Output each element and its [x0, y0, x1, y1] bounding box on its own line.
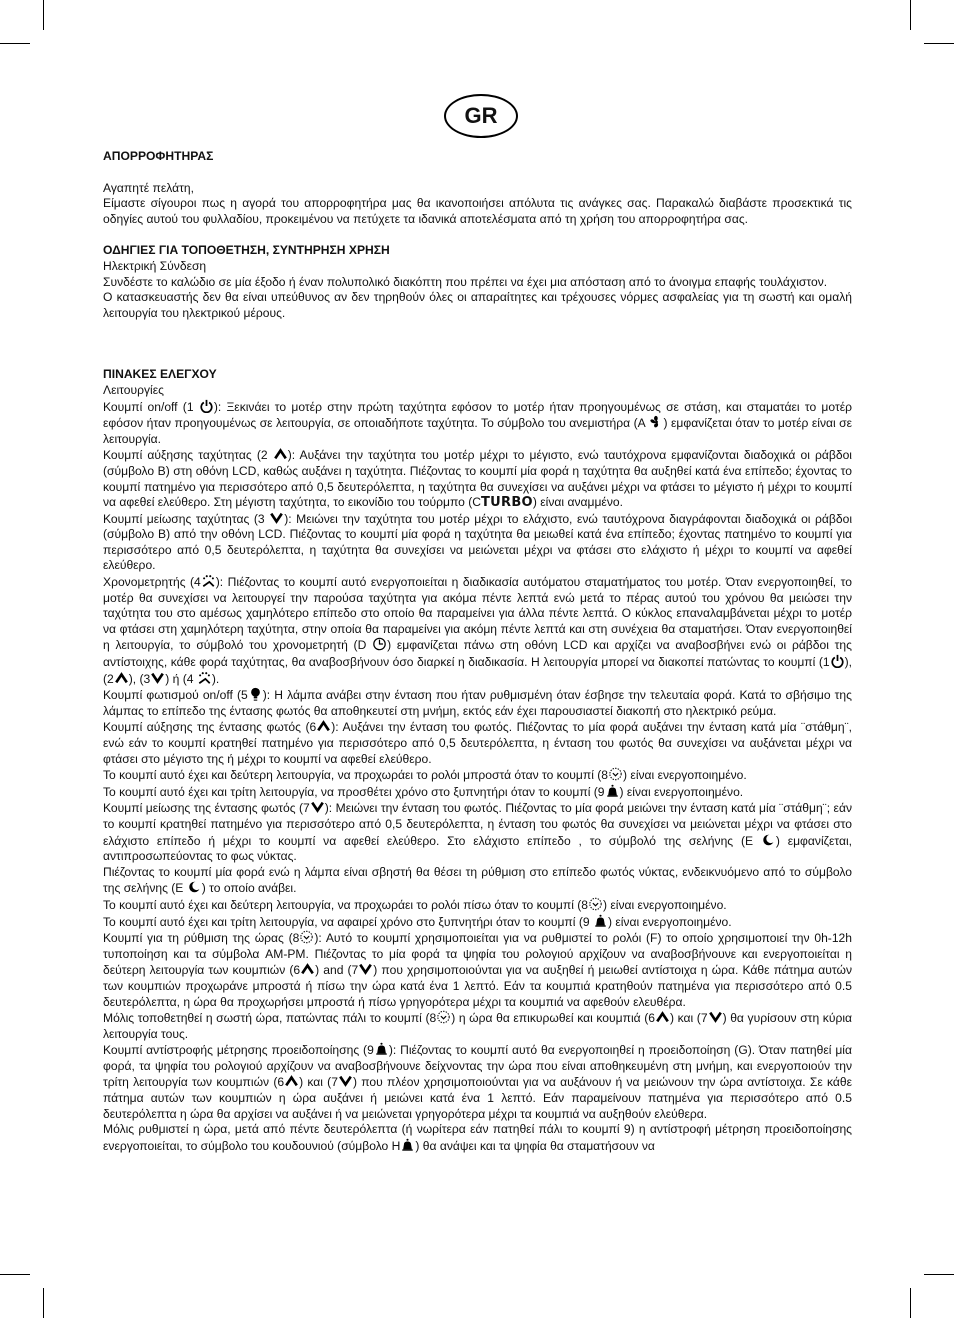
- electrical-subheading: Ηλεκτρική Σύνδεση: [103, 258, 207, 273]
- timer-icon: [201, 574, 216, 588]
- bell-icon: [605, 784, 620, 798]
- speed-up-paragraph: Κουμπί αύξησης ταχύτητας (2 ): Αυξάνει την ταχύτητα του μοτέρ μέχρι το μέγιστο, ενώ ταυτόχρονα εμφανίζονται διαδοχικά οι ράβδοι (σύμβολο B) στη οθόνη LCD, καθώς αυξάνει η ταχύτητα. Πιέζοντας το κουμπί μία φορά η ταχύτητα θα αυξηθεί κατά ένα επίπεδο; έχοντας το κουμπί πατημένο για περισσότερο από 0,5 δευτερόλεπτα, η ταχύτητα θα συνεχίσει να αυξάνει μέχρι να φτάσει το μέγιστο ή μέχρι το κουμπί να αφεθεί ελεύθερο. Στη μέγιστη ταχύτητα, το εικονίδιο του τούρμπο (CTURBO) είναι αναμμένο.: [103, 448, 852, 511]
- spacer: [103, 321, 852, 367]
- power-icon: [199, 399, 214, 413]
- crop-mark: [0, 1274, 30, 1275]
- chevron-up-icon: [284, 1074, 299, 1088]
- light-down-second-function: Το κουμπί αυτό έχει και δεύτερη λειτουργία, να προχωράει το ρολόι πίσω όταν το κουμπί (8 ) είναι ενεργοποιημένο.: [103, 897, 727, 912]
- chevron-down-icon: [150, 671, 165, 685]
- night-light-paragraph: Πιέζοντας το κουμπί μία φορά ενώ η λάμπα είναι σβηστή θα θέσει τη ρύθμιση στο επίπεδο φωτός νύκτας, ενδεικνυόμενο από το σύμβολο της σελήνης (E ) το οποίο ανάβει.: [103, 864, 852, 896]
- language-badge: GR: [444, 94, 518, 138]
- crop-mark: [924, 1274, 954, 1275]
- light-down-third-function: Το κουμπί αυτό έχει και τρίτη λειτουργία, να αφαιρεί χρόνο στο ξυπνητήρι όταν το κουμπί (9 ) είναι ενεργοποιημένο.: [103, 914, 732, 929]
- bell-icon: [400, 1138, 415, 1152]
- light-onoff-paragraph: Κουμπί φωτισμού on/off (5 ): Η λάμπα ανάβει στην ένταση που ήταν ρυθμισμένη όταν έσβησε την τελευταία φορά. Κατά το σβήσιμο της λάμπας το επίπεδο της έντασης φωτός θα αποθηκευτεί στη μνήμη, εκτός εάν έχει παρουσιαστεί διακοπή στο ηλεκτρικό ρεύμα.: [103, 688, 852, 718]
- spacer: [103, 227, 852, 243]
- crop-mark: [924, 43, 954, 44]
- functions-subheading: Λειτουργίες: [103, 382, 164, 397]
- chevron-up-icon: [300, 962, 315, 976]
- chevron-down-icon: [358, 962, 373, 976]
- chevron-up-icon: [316, 719, 331, 733]
- light-down-paragraph: Κουμπί μείωσης της έντασης φωτός (7 ): Μειώνει την ένταση του φωτός. Πιέζοντας το μία φορά μειώνει την ένταση κατά μία ¨στάθμη¨; εάν το κουμπί κρατηθεί πατημένο για περισσότερο από 0,5 δευτερόλεπτα, η ένταση του φωτός θα συνεχίσει να μειώνεται μέχρι να φτάσει στο ελάχιστο επίπεδο ή μέχρι το κουμπί να αφεθεί ελεύθερο. Στο ελάχιστο επίπεδο , το σύμβολό της σελήνης (E ) εμφανίζεται, αντιπροσωπεύοντας το φως νύκτας.: [103, 801, 852, 864]
- clock-set-icon: [299, 930, 314, 944]
- chevron-up-icon: [273, 447, 288, 461]
- light-up-second-function: Το κουμπί αυτό έχει και δεύτερη λειτουργία, να προχωράει το ρολόι μπροστά όταν το κουμπί (8 ) είναι ενεργοποιημένο.: [103, 768, 747, 783]
- clock-set-icon: [436, 1010, 451, 1024]
- timer-paragraph: Χρονομετρητής (4 ): Πιέζοντας το κουμπί αυτό ενεργοποιείται η διαδικασία αυτόματου σταματήματος του μοτέρ. Όταν ενεργοποιηθεί, το μοτέρ θα συνεχίσει να λειτουργεί την παρούσα ταχύτητα για ακόμα πέντε λεπτά ενώ μετά το πέρας αυτού του χρόνου θα μειώσει την ταχύτητα του στο αμέσως χαμηλότερο επίπεδο στο οποίο θα παραμείνει για άλλα πέντε λεπτά. Ο κύκλος επαναλαμβάνεται μέχρι το μοτέρ να φτάσει στη χαμηλότερη ταχύτητα, στην οποία θα παραμείνει για ακόμη πέντε λεπτά και στη συνέχεια θα σταματήσει. Όταν ενεργοποιηθεί η λειτουργία, το σύμβολό του χρονομετρητή (D ) εμφανίζεται πάνω στη οθόνη LCD και αρχίζει να αναβοσβήνει ενώ οι ράβδοι της αντίστοιχης, κάθε φορά ταχύτητας, θα αναβοσβήνουν όσο διαρκεί η διαδικασία. Η λειτουργία μπορεί να διακοπεί πατώντας το κουμπί (1 ), (2 ), (3 ) ή (4 ).: [103, 575, 852, 686]
- installation-heading: ΟΔΗΓΙΕΣ ΓΙΑ ΤΟΠΟΘΕΤΗΣΗ, ΣΥΝΤΗΡΗΣΗ ΧΡΗΣΗ: [103, 243, 390, 258]
- bell-icon: [593, 914, 608, 928]
- chevron-up-icon: [655, 1010, 670, 1024]
- turbo-icon: TURBO: [481, 495, 533, 511]
- spacer: [103, 165, 852, 181]
- chevron-down-icon: [269, 511, 284, 525]
- moon-icon: [761, 833, 776, 847]
- electrical-paragraph-1: Συνδέστε το καλώδιο σε μία έξοδο ή έναν πολυπολικό διακόπτη που πρέπει να έχει μια απόσταση από το άνοιγμα επαφής τουλάχιστον.: [103, 274, 828, 289]
- title-heading: ΑΠΟΡΡΟΦΗΤΗΡΑΣ: [103, 149, 214, 163]
- clock-set-paragraph: Κουμπί για τη ρύθμιση της ώρας (8 ): Αυτό το κουμπί χρησιμοποιείται για να ρυθμιστεί το ρολόι (F) το οποίο χρησιμοποιεί την 0h-12h τυποποίηση και τα σύμβολα AM-PM. Πιέζοντας το μία φορά τα ψηφία του ρολογιού αρχίζουν να αναβοσβήνουνε και ενεργοποιείται η δεύτερη λειτουργία των κουμπιών (6 ) and (7 ) που χρησιμοποιούνται για να αυξηθεί ή μειωθεί αντίστοιχα η ώρα. Κάθε πάτημα αυτών των κουμπιών προχωράνε μπροστά ή πίσω την ώρα κατά ένα 1 λεπτό. Εάν τα κουμπιά κρατηθούν πατημένα για περισσότερο από 0.5 δευτερόλεπτα, η ώρα θα προχωρήσει μπροστά ή πίσω γρηγορότερα μέχρι τα κουμπιά να αφεθούν ελευθέρα.: [103, 931, 853, 1009]
- light-bulb-icon: [248, 687, 263, 701]
- light-up-paragraph: Κουμπί αύξησης της έντασης φωτός (6 ): Αυξάνει την ένταση του φωτός. Πιέζοντας το μία φορά αυξάνει την ένταση κατά μία ¨στάθμη¨, ενώ εάν το κουμπί κρατηθεί πατημένο για περισσότερο από 0,5 δευτερόλεπτα, η ένταση του φωτός θα συνεχίσει να αυξάνεται μέχρι να φτάσει στο μέγιστο της ή μέχρι το κουμπί να αφεθεί ελεύθερο.: [103, 720, 852, 766]
- onoff-paragraph: Κουμπί on/off (1 ): Ξεκινάει το μοτέρ στην πρώτη ταχύτητα εφόσον το μοτέρ ήταν προηγουμένως σε στάση, και σταματάει το μοτέρ εφόσον ήταν προηγουμένως σε λειτουργία, σε οποιαδήποτε ταχύτητα. Το σύμβολο του ανεμιστήρα (A ) εμφανίζεται όταν το μοτέρ είναι σε λειτουργία.: [103, 399, 853, 446]
- chevron-up-icon: [114, 671, 129, 685]
- crop-mark: [910, 1288, 911, 1318]
- electrical-paragraph-2: Ο κατασκευαστής δεν θα είναι υπεύθυνος αν δεν τηρηθούν όλες οι απαραίτητες και τρέχουσες νόρμες ασφαλείας για τη σωστή και ομαλή λειτουργία του ηλεκτρικού μέρους.: [103, 290, 852, 320]
- chevron-down-icon: [310, 800, 325, 814]
- intro-paragraph: Είμαστε σίγουροι πως η αγορά του απορροφητήρα μας θα ικανοποιήσει απόλυτα τις ανάγκες σας. Παρακαλώ διαβάστε προσεκτικά τις οδηγίες αυτού του φυλλαδίου, προκειμένου να πετύχετε τα ιδανικά αποτελέσματα από τη χρήση του απορροφητήρα σας.: [103, 196, 852, 226]
- greeting: Αγαπητέ πελάτη,: [103, 180, 194, 195]
- power-icon: [830, 654, 845, 668]
- speed-down-paragraph: Κουμπί μείωσης ταχύτητας (3 ): Μειώνει την ταχύτητα του μοτέρ μέχρι το ελάχιστο, ενώ ταυτόχρονα διαγράφονται διαδοχικά οι ράβδοι (σύμβολο B) από την οθόνη LCD. Πιέζοντας το κουμπί μία φορά η ταχύτητα θα μειωθεί κατά ένα επίπεδο; έχοντας πατημένο το κουμπί για περισσότερο από 0,5 δευτερόλεπτα, η ταχύτητα θα συνεχίσει να μειώνεται μέχρι να φτάσει στο ελάχιστο ή μέχρι το κουμπί να αφεθεί ελεύθερο.: [103, 511, 853, 573]
- fan-icon: [649, 415, 664, 429]
- control-panel-heading: ΠΙΝΑΚΕΣ ΕΛΕΓΧΟΥ: [103, 367, 217, 382]
- crop-mark: [43, 0, 44, 30]
- timer-icon: [197, 671, 212, 685]
- clock-set-icon: [608, 767, 623, 781]
- light-up-third-function: Το κουμπί αυτό έχει και τρίτη λειτουργία, να προσθέτει χρόνο στο ξυπνητήρι όταν το κουμπί (9 ) είναι ενεργοποιημένο.: [103, 784, 744, 799]
- chevron-down-icon: [708, 1010, 723, 1024]
- clock-confirm-paragraph: Μόλις τοποθετηθεί η σωστή ώρα, πατώντας πάλι το κουμπί (8 ) η ώρα θα επικυρωθεί και κουμπιά (6 ) και (7 ) θα γυρίσουν στη κύρια λειτουργία τους.: [103, 1011, 852, 1041]
- crop-mark: [910, 0, 911, 30]
- crop-mark: [43, 1288, 44, 1318]
- document-body: [103, 149, 852, 1154]
- clock-icon: [372, 637, 387, 651]
- clock-set-icon: [588, 897, 603, 911]
- alarm-countdown-paragraph: Κουμπί αντίστροφής μέτρησης προειδοποίησης (9 ): Πιέζοντας το κουμπί αυτό θα ενεργοποιηθεί η προειδοποίηση (G). Όταν πατηθεί μία φορά, τα ψηφία του ρολογιού αρχίζουν να αναβοσβήνουνε δείχνοντας την ώρα που είναι αποθηκευμένη στη μνήμη, και ενεργοποιούν την τρίτη λειτουργία των κουμπιών (6 ) και (7 ) που πλέον χρησιμοποιούνται για να αυξάνουν ή να μειώνουν την ώρα αντίστοιχα. Σε κάθε πάτημα αυτών των κουμπιών η ώρα αυξάνει ή μειώνει κατά ένα 1 λεπτό. Εάν παραμείνουν πατημένα για περισσότερο από 0.5 δευτερόλεπτα η ώρα θα αρχίσει να αυξάνει ή να μειώνεται γρηγορότερα μέχρι τα κουμπιά να αυξηθούν ελεύθερα.: [103, 1043, 852, 1121]
- chevron-down-icon: [338, 1074, 353, 1088]
- crop-mark: [0, 43, 30, 44]
- alarm-activation-paragraph: Μόλις ρυθμιστεί η ώρα, μετά από πέντε δευτερόλεπτα (ή νωρίτερα εάν πατηθεί πάλι το κουμπί 9) η αντίστροφή μέτρηση προειδοποίησης ενεργοποιείται, το σύμβολο του κουδουνιού (σύμβολο H ) θα ανάψει και τα ψηφία θα σταματήσουν να: [103, 1122, 852, 1153]
- bell-icon: [374, 1042, 389, 1056]
- moon-icon: [187, 880, 202, 894]
